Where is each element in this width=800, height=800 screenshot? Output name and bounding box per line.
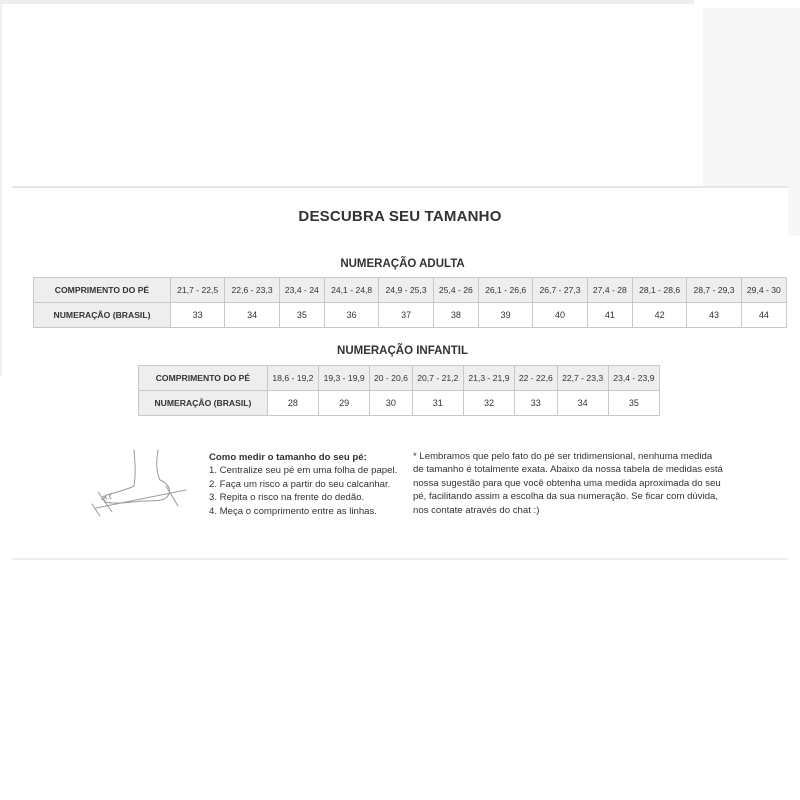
kids-length-cell: 20,7 - 21,2 [412, 366, 463, 391]
kids-length-header: COMPRIMENTO DO PÉ [139, 366, 268, 391]
kids-length-cell: 22,7 - 23,3 [557, 366, 608, 391]
adult-number-cell: 41 [587, 303, 632, 328]
adult-length-cell: 27,4 - 28 [587, 278, 632, 303]
kids-length-cell: 18,6 - 19,2 [267, 366, 318, 391]
background-strip-left [0, 4, 2, 376]
adult-number-cell: 43 [687, 303, 741, 328]
measure-step: 1. Centralize seu pé em uma folha de papel. [209, 465, 398, 477]
size-disclaimer-note: * Lembramos que pelo fato do pé ser tridimensional, nenhuma medida de tamanho é totalmente exata. Abaixo da nossa tabela de medidas está nossa sugestão para que você obtenha uma medida aproximada do seu pé, facilitando assim a escolha da sua numeração. Se ficar com dúvida, nos contate através do chat :) [413, 451, 723, 516]
adult-length-header: COMPRIMENTO DO PÉ [34, 278, 171, 303]
measure-instructions-title: Como medir o tamanho do seu pé: [209, 452, 367, 463]
kids-number-cell: 31 [412, 391, 463, 416]
adult-number-cell: 37 [379, 303, 433, 328]
adult-length-cell: 23,4 - 24 [279, 278, 324, 303]
adult-number-cell: 34 [225, 303, 279, 328]
kids-number-cell: 33 [515, 391, 557, 416]
adult-length-cell: 24,9 - 25,3 [379, 278, 433, 303]
kids-length-cell: 22 - 22,6 [515, 366, 557, 391]
kids-number-cell: 32 [463, 391, 514, 416]
kids-size-table [138, 365, 660, 416]
adult-number-cell: 38 [433, 303, 478, 328]
kids-number-header: NUMERAÇÃO (BRASIL) [139, 391, 268, 416]
kids-section-title: NUMERAÇÃO INFANTIL [337, 345, 468, 357]
kids-length-cell: 20 - 20,6 [370, 366, 412, 391]
size-guide-card [12, 186, 788, 560]
adult-number-cell: 44 [741, 303, 786, 328]
adult-length-row [34, 278, 787, 303]
adult-length-cell: 24,1 - 24,8 [324, 278, 378, 303]
adult-length-cell: 28,7 - 29,3 [687, 278, 741, 303]
kids-number-cell: 30 [370, 391, 412, 416]
adult-size-table [33, 277, 787, 328]
adult-number-cell: 42 [632, 303, 686, 328]
kids-number-cell: 28 [267, 391, 318, 416]
kids-number-cell: 35 [608, 391, 659, 416]
kids-length-row [139, 366, 660, 391]
adult-length-cell: 21,7 - 22,5 [170, 278, 224, 303]
adult-number-cell: 33 [170, 303, 224, 328]
adult-length-cell: 26,7 - 27,3 [533, 278, 587, 303]
adult-number-cell: 36 [324, 303, 378, 328]
page-title: DESCUBRA SEU TAMANHO [298, 208, 502, 225]
kids-number-cell: 34 [557, 391, 608, 416]
background-strip-top [0, 0, 694, 4]
adult-length-cell: 29,4 - 30 [741, 278, 786, 303]
adult-length-cell: 26,1 - 26,6 [478, 278, 532, 303]
adult-number-cell: 39 [478, 303, 532, 328]
measure-step: 2. Faça um risco a partir do seu calcanhar. [209, 478, 391, 490]
kids-number-cell: 29 [319, 391, 370, 416]
adult-length-cell: 28,1 - 28,6 [632, 278, 686, 303]
adult-number-cell: 35 [279, 303, 324, 328]
kids-length-cell: 23,4 - 23,9 [608, 366, 659, 391]
measure-instructions [209, 451, 409, 518]
adult-length-cell: 22,6 - 23,3 [225, 278, 279, 303]
adult-number-header: NUMERAÇÃO (BRASIL) [34, 303, 171, 328]
measure-step: 3. Repita o risco na frente do dedão. [209, 492, 365, 504]
measure-step: 4. Meça o comprimento entre as linhas. [209, 505, 377, 517]
kids-length-cell: 19,3 - 19,9 [319, 366, 370, 391]
adult-length-cell: 25,4 - 26 [433, 278, 478, 303]
kids-length-cell: 21,3 - 21,9 [463, 366, 514, 391]
kids-number-row [139, 391, 660, 416]
adult-number-cell: 40 [533, 303, 587, 328]
foot-measure-icon [82, 446, 192, 526]
adult-number-row [34, 303, 787, 328]
adult-section-title: NUMERAÇÃO ADULTA [340, 258, 465, 270]
